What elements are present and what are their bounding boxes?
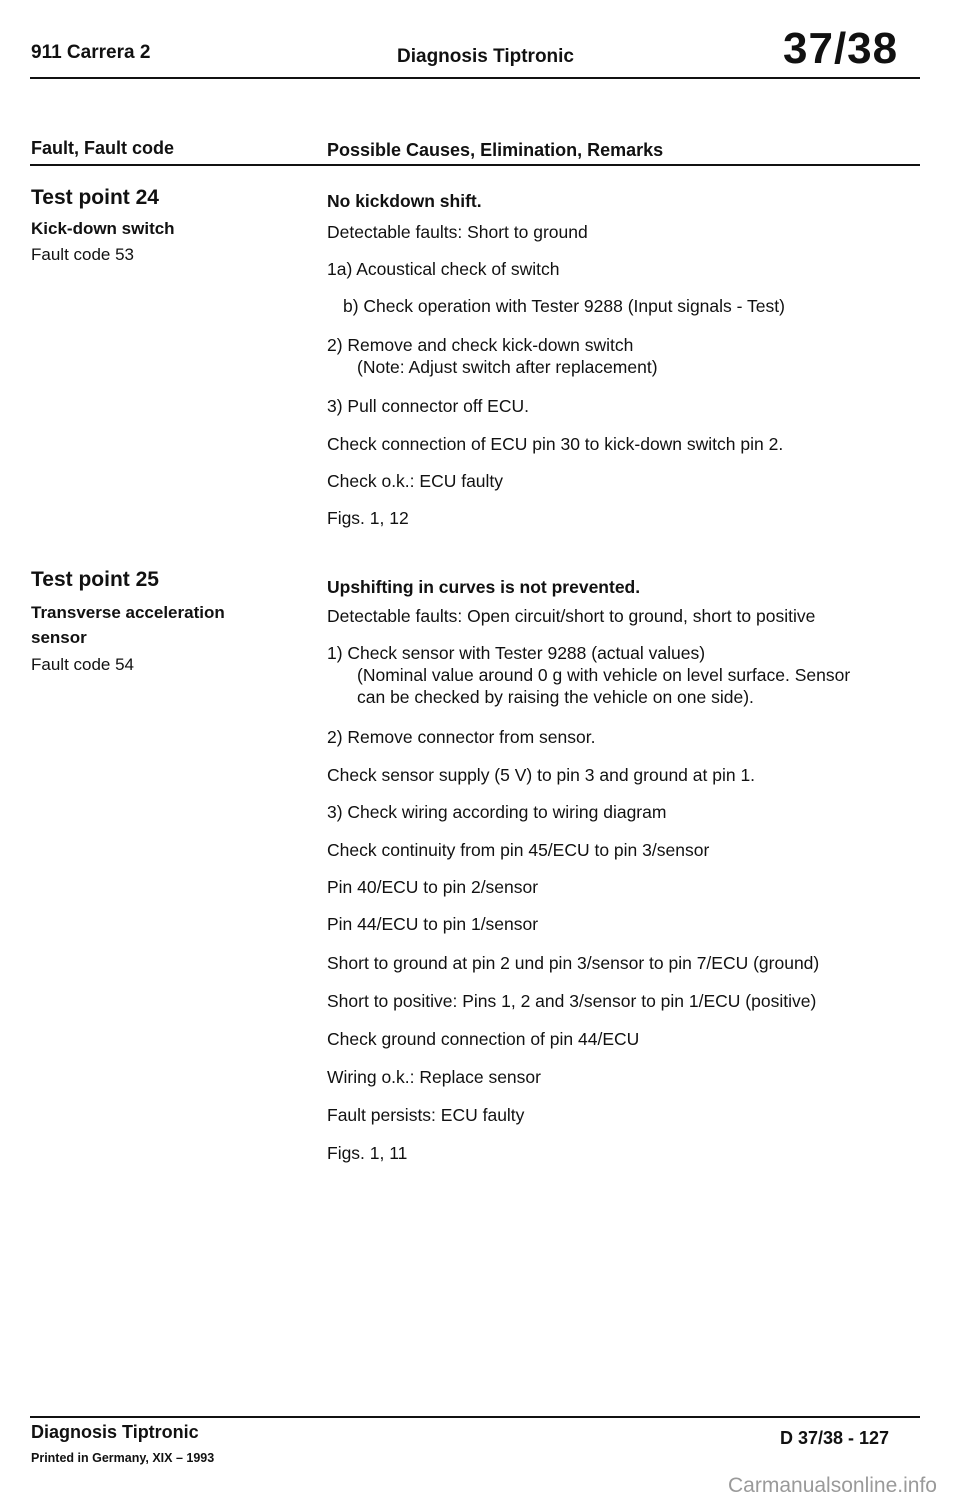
test-point-25-line: Short to ground at pin 2 und pin 3/sensor to pin 7/ECU (ground) (327, 953, 820, 973)
test-point-25-symptom: Upshifting in curves is not prevented. (327, 577, 641, 597)
test-point-25-component-cont: sensor (31, 628, 87, 647)
page-number: 37/38 (783, 24, 899, 73)
test-point-24-line: Detectable faults: Short to ground (327, 222, 588, 242)
column-heading-fault: Fault, Fault code (31, 138, 175, 158)
column-heading-rule (30, 164, 920, 166)
test-point-25-component: Transverse acceleration (31, 603, 225, 622)
test-point-25-fault-code: Fault code 54 (31, 655, 135, 674)
test-point-25-line: Check ground connection of pin 44/ECU (327, 1029, 640, 1049)
test-point-24-symptom: No kickdown shift. (327, 191, 482, 211)
header-rule (30, 77, 920, 79)
test-point-24-line: b) Check operation with Tester 9288 (Input signals - Test) (343, 296, 785, 316)
test-point-25-line: Check sensor supply (5 V) to pin 3 and ground at pin 1. (327, 765, 756, 785)
header-model: 911 Carrera 2 (31, 42, 151, 63)
test-point-24-line: 1a) Acoustical check of switch (327, 259, 560, 279)
test-point-24-line: 3) Pull connector off ECU. (327, 396, 529, 416)
test-point-25-line: Figs. 1, 11 (327, 1143, 408, 1163)
test-point-25-line: can be checked by raising the vehicle on one side). (357, 687, 754, 707)
test-point-24-line: Figs. 1, 12 (327, 508, 409, 528)
test-point-25-line: Detectable faults: Open circuit/short to ground, short to positive (327, 606, 816, 626)
footer-title: Diagnosis Tiptronic (31, 1422, 199, 1442)
test-point-24-component: Kick-down switch (31, 219, 175, 238)
test-point-25-line: (Nominal value around 0 g with vehicle on level surface. Sensor (357, 665, 851, 685)
test-point-24-title: Test point 24 (31, 186, 159, 209)
test-point-24-line: 2) Remove and check kick-down switch (327, 335, 634, 355)
test-point-25-line: Pin 40/ECU to pin 2/sensor (327, 877, 539, 897)
header-section: Diagnosis Tiptronic (397, 46, 575, 67)
footer-page-ref: D 37/38 - 127 (780, 1428, 890, 1448)
test-point-25-title: Test point 25 (31, 568, 159, 591)
test-point-24-line: Check o.k.: ECU faulty (327, 471, 504, 491)
test-point-25-line: Fault persists: ECU faulty (327, 1105, 525, 1125)
test-point-25-line: Check continuity from pin 45/ECU to pin 3/sensor (327, 840, 710, 860)
test-point-25-line: 1) Check sensor with Tester 9288 (actual values) (327, 643, 706, 663)
test-point-25-line: Short to positive: Pins 1, 2 and 3/sensor to pin 1/ECU (positive) (327, 991, 817, 1011)
column-heading-causes: Possible Causes, Elimination, Remarks (327, 140, 664, 160)
test-point-25-line: Wiring o.k.: Replace sensor (327, 1067, 541, 1087)
test-point-24-line: Check connection of ECU pin 30 to kick-down switch pin 2. (327, 434, 784, 454)
footer-rule (30, 1416, 920, 1418)
test-point-25-line: Pin 44/ECU to pin 1/sensor (327, 914, 539, 934)
footer-printed: Printed in Germany, XIX – 1993 (31, 1451, 215, 1465)
test-point-24-line: (Note: Adjust switch after replacement) (357, 357, 658, 377)
test-point-25-line: 2) Remove connector from sensor. (327, 727, 596, 747)
watermark: Carmanualsonline.info (728, 1474, 937, 1497)
test-point-24-fault-code: Fault code 53 (31, 245, 135, 264)
test-point-25-line: 3) Check wiring according to wiring diagram (327, 802, 667, 822)
